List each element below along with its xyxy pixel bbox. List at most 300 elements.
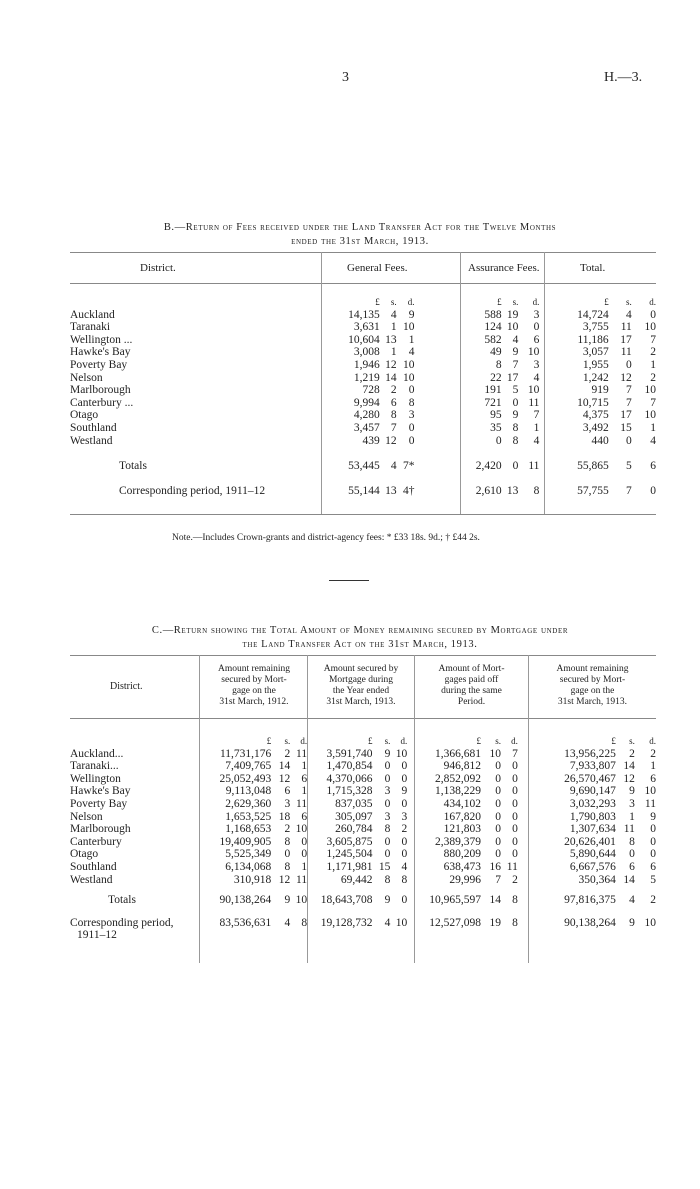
assurance-fees-shillings: 8 (512, 421, 519, 434)
table-b-title-line2: ended the 31st March, 1913. (291, 236, 429, 247)
table-row (70, 760, 656, 773)
general-fees-shillings: 2 (390, 384, 397, 397)
totals-row-label: Totals (119, 459, 147, 472)
paid-off-shillings: 0 (495, 848, 502, 861)
paid-off-pence: 0 (512, 797, 518, 810)
unit-shillings: s. (512, 297, 519, 307)
unit-pence: d. (400, 736, 408, 746)
col1-line: Amount remaining (217, 664, 291, 674)
secured-during-year-pence: 0 (401, 797, 408, 810)
district-name: Southland (70, 860, 117, 873)
general-fees-pence: 10 (402, 321, 415, 334)
assurance-fees-pence: 11 (528, 459, 540, 472)
remaining-1913-pence: 11 (644, 797, 656, 810)
table-row (70, 861, 656, 874)
general-fees-shillings: 12 (385, 434, 397, 447)
remaining-1913-pence: 10 (644, 785, 656, 798)
unit-pence: d. (511, 736, 518, 746)
remaining-1913-pence: 10 (644, 916, 656, 929)
total-fees-shillings: 4 (626, 308, 632, 321)
remaining-1913-shillings: 1 (629, 810, 635, 823)
general-fees-pounds: 14,135 (348, 308, 380, 321)
total-fees-pence: 4 (650, 434, 656, 447)
paid-off-shillings: 10 (489, 747, 502, 760)
total-fees-shillings: 11 (620, 346, 632, 359)
secured-during-year-pounds: 3,591,740 (326, 747, 373, 760)
assurance-fees-pounds: 22 (490, 371, 502, 384)
general-fees-pounds: 4,280 (353, 409, 380, 422)
general-fees-pounds: 1,946 (353, 358, 380, 371)
secured-during-year-shillings: 4 (384, 916, 391, 929)
remaining-1913-shillings: 8 (629, 835, 635, 848)
remaining-1912-pence: 11 (296, 797, 308, 810)
general-fees-pounds: 9,994 (353, 396, 380, 409)
remaining-1913-pounds: 3,032,293 (569, 797, 616, 810)
remaining-1912-pence: 11 (296, 873, 308, 886)
secured-during-year-shillings: 3 (384, 785, 391, 798)
assurance-fees-shillings: 9 (512, 346, 519, 359)
general-fees-pounds: 3,008 (353, 346, 380, 359)
total-fees-shillings: 7 (626, 396, 632, 409)
district-name: Southland (70, 421, 117, 434)
secured-during-year-pounds: 19,128,732 (320, 916, 373, 929)
paid-off-pence: 8 (512, 894, 518, 907)
general-fees-pounds: 53,445 (348, 459, 380, 472)
assurance-fees-pence: 1 (533, 421, 540, 434)
district-name: Hawke's Bay (70, 785, 131, 798)
unit-shillings: s. (629, 736, 635, 746)
assurance-fees-shillings: 8 (512, 434, 519, 447)
assurance-fees-pence: 11 (528, 396, 540, 409)
assurance-fees-pounds: 191 (484, 384, 502, 397)
total-fees-pence: 10 (644, 409, 656, 422)
secured-during-year-pounds: 1,715,328 (326, 785, 373, 798)
total-fees-pounds: 3,492 (582, 421, 609, 434)
document-code: H.—3. (604, 70, 643, 85)
general-fees-shillings: 1 (390, 346, 397, 359)
table-row (70, 773, 656, 786)
table-b-header-district: District. (140, 262, 176, 274)
assurance-fees-pence: 10 (527, 384, 540, 397)
assurance-fees-pence: 3 (533, 358, 540, 371)
col4-line: 31st March, 1913. (557, 697, 628, 707)
unit-shillings: s. (626, 297, 632, 307)
assurance-fees-shillings: 13 (506, 484, 519, 497)
table-b (70, 296, 656, 498)
total-fees-shillings: 7 (626, 484, 632, 497)
paid-off-pounds: 638,473 (443, 860, 481, 873)
general-fees-pounds: 10,604 (348, 333, 380, 346)
general-fees-pence: 4† (402, 484, 415, 497)
unit-pounds: £ (604, 297, 609, 307)
unit-pounds: £ (611, 736, 616, 746)
table-c-header-district: District. (110, 681, 143, 692)
secured-during-year-pounds: 18,643,708 (320, 894, 373, 907)
general-fees-pence: 10 (402, 358, 415, 371)
secured-during-year-pence: 10 (395, 747, 408, 760)
table-row (70, 334, 656, 347)
remaining-1912-pounds: 310,918 (233, 873, 272, 886)
remaining-1913-pounds: 1,790,803 (569, 810, 616, 823)
col4-line: Amount remaining (556, 664, 629, 674)
total-fees-shillings: 5 (626, 459, 632, 472)
general-fees-pounds: 1,219 (353, 371, 380, 384)
remaining-1913-pence: 6 (650, 860, 656, 873)
remaining-1912-shillings: 3 (284, 797, 291, 810)
district-name: Hawke's Bay (70, 346, 131, 359)
total-fees-pence: 1 (650, 421, 656, 434)
remaining-1912-pence: 8 (301, 916, 308, 929)
assurance-fees-pence: 4 (533, 371, 540, 384)
secured-during-year-shillings: 9 (384, 894, 391, 907)
total-fees-pence: 7 (650, 396, 656, 409)
remaining-1913-shillings: 9 (629, 785, 635, 798)
secured-during-year-pounds: 260,784 (335, 823, 373, 836)
secured-during-year-pounds: 4,370,066 (326, 772, 373, 785)
table-row (70, 785, 656, 798)
remaining-1912-pounds: 6,134,068 (225, 860, 272, 873)
table-row (70, 346, 656, 359)
total-fees-pounds: 3,057 (582, 346, 609, 359)
remaining-1913-pounds: 7,933,807 (569, 760, 616, 773)
remaining-1912-shillings: 18 (278, 810, 291, 823)
assurance-fees-pence: 4 (533, 434, 540, 447)
district-name: Auckland... (70, 747, 124, 760)
unit-pence: d. (649, 736, 656, 746)
remaining-1912-pence: 11 (296, 747, 308, 760)
secured-during-year-shillings: 9 (384, 747, 391, 760)
paid-off-pence: 0 (512, 772, 518, 785)
remaining-1912-pounds: 11,731,176 (219, 747, 272, 760)
remaining-1913-pounds: 90,138,264 (564, 916, 616, 929)
total-fees-shillings: 0 (626, 434, 632, 447)
total-fees-pounds: 11,186 (577, 333, 609, 346)
spacer-row (70, 472, 656, 485)
general-fees-pounds: 3,631 (353, 321, 380, 334)
totals-row (70, 460, 656, 473)
remaining-1913-pence: 5 (650, 873, 656, 886)
table-c-header-col4 (529, 664, 656, 708)
assurance-fees-shillings: 9 (512, 409, 519, 422)
paid-off-pence: 2 (512, 873, 518, 886)
units-row (70, 735, 656, 748)
table-row (70, 372, 656, 385)
assurance-fees-pounds: 588 (484, 308, 502, 321)
table-c-title-line2: the Land Transfer Act on the 31st March, 1913. (242, 639, 478, 650)
secured-during-year-pounds: 3,605,875 (326, 835, 373, 848)
secured-during-year-pence: 8 (401, 873, 408, 886)
unit-pence: d. (532, 297, 540, 307)
remaining-1913-shillings: 2 (629, 747, 635, 760)
remaining-1912-shillings: 4 (284, 916, 291, 929)
table-b-header-general: General Fees. (347, 262, 408, 274)
total-fees-shillings: 12 (620, 371, 632, 384)
table-row (70, 409, 656, 422)
corresponding-row-label: Corresponding period, (70, 916, 174, 929)
remaining-1913-shillings: 9 (629, 916, 635, 929)
paid-off-pence: 7 (512, 747, 518, 760)
assurance-fees-pence: 3 (533, 308, 540, 321)
general-fees-shillings: 4 (390, 459, 397, 472)
secured-during-year-pence: 9 (401, 785, 408, 798)
secured-during-year-shillings: 0 (384, 797, 391, 810)
total-fees-pence: 1 (650, 358, 656, 371)
district-name: Westland (70, 873, 113, 886)
remaining-1913-pounds: 13,956,225 (564, 747, 616, 760)
secured-during-year-pence: 0 (401, 835, 408, 848)
remaining-1912-shillings: 12 (278, 772, 291, 785)
secured-during-year-shillings: 0 (384, 835, 391, 848)
total-fees-pounds: 14,724 (577, 308, 609, 321)
assurance-fees-pounds: 2,610 (475, 484, 502, 497)
paid-off-pounds: 946,812 (443, 760, 481, 773)
paid-off-pounds: 1,138,229 (435, 785, 481, 798)
spacer-row (70, 907, 656, 917)
spacer-row (70, 886, 656, 894)
col4-line: secured by Mort- (559, 675, 626, 685)
secured-during-year-shillings: 0 (384, 772, 391, 785)
secured-during-year-pence: 0 (401, 772, 408, 785)
paid-off-shillings: 0 (495, 760, 502, 773)
total-fees-pence: 10 (644, 321, 656, 334)
secured-during-year-shillings: 0 (384, 760, 391, 773)
assurance-fees-shillings: 19 (506, 308, 519, 321)
assurance-fees-pence: 0 (533, 321, 540, 334)
col2-line: Mortgage during (328, 675, 394, 685)
secured-during-year-pounds: 305,097 (335, 810, 373, 823)
assurance-fees-pence: 7 (533, 409, 540, 422)
total-fees-shillings: 17 (620, 333, 632, 346)
secured-during-year-shillings: 3 (384, 810, 391, 823)
total-fees-shillings: 17 (620, 409, 632, 422)
remaining-1912-shillings: 8 (284, 860, 291, 873)
spacer-row (70, 447, 656, 460)
district-name: Wellington (70, 772, 121, 785)
col1-line: secured by Mort- (221, 675, 287, 685)
total-fees-pounds: 10,715 (577, 396, 609, 409)
secured-during-year-pounds: 1,171,981 (326, 860, 373, 873)
general-fees-shillings: 14 (385, 371, 397, 384)
col3-line: gages paid off (444, 675, 499, 685)
remaining-1913-pence: 2 (650, 747, 656, 760)
assurance-fees-pounds: 582 (484, 333, 502, 346)
district-name: Marlborough (70, 384, 131, 397)
remaining-1912-shillings: 2 (284, 823, 291, 836)
remaining-1912-pence: 1 (301, 785, 308, 798)
paid-off-pounds: 2,852,092 (435, 772, 481, 785)
table-b-header-assurance: Assurance Fees. (468, 262, 540, 274)
general-fees-shillings: 1 (390, 321, 397, 334)
paid-off-pence: 0 (512, 848, 518, 861)
paid-off-shillings: 0 (495, 835, 502, 848)
remaining-1913-shillings: 14 (623, 873, 635, 886)
remaining-1913-pounds: 1,307,634 (569, 823, 616, 836)
remaining-1913-pounds: 350,364 (578, 873, 616, 886)
paid-off-shillings: 0 (495, 785, 502, 798)
paid-off-shillings: 19 (489, 916, 502, 929)
secured-during-year-shillings: 15 (378, 860, 391, 873)
assurance-fees-shillings: 7 (512, 358, 519, 371)
col2-line: Amount secured by (323, 664, 399, 674)
paid-off-pence: 0 (512, 823, 518, 836)
total-fees-shillings: 11 (620, 321, 632, 334)
remaining-1913-pounds: 6,667,576 (569, 860, 616, 873)
total-fees-pence: 2 (650, 371, 656, 384)
remaining-1912-pence: 6 (301, 810, 308, 823)
paid-off-shillings: 0 (495, 810, 502, 823)
paid-off-pounds: 10,965,597 (429, 894, 481, 907)
general-fees-pounds: 439 (362, 434, 380, 447)
general-fees-pence: 3 (408, 409, 415, 422)
col3-line: Period. (457, 697, 486, 707)
assurance-fees-pounds: 721 (484, 396, 502, 409)
spacer-cell (70, 886, 656, 894)
remaining-1912-shillings: 12 (278, 873, 291, 886)
general-fees-pence: 1 (408, 333, 415, 346)
corresponding-row-cont (70, 929, 656, 942)
unit-pounds: £ (266, 736, 272, 746)
district-name: Taranaki (70, 321, 111, 334)
remaining-1912-pounds: 90,138,264 (219, 894, 272, 907)
corresponding-row-label: Corresponding period, 1911–12 (119, 484, 266, 497)
remaining-1913-shillings: 0 (629, 848, 635, 861)
spacer-cell (70, 447, 656, 460)
remaining-1912-shillings: 9 (284, 894, 291, 907)
general-fees-pounds: 55,144 (348, 484, 380, 497)
page-number: 3 (342, 70, 349, 85)
remaining-1912-shillings: 0 (284, 848, 291, 861)
spacer-cell (70, 907, 656, 917)
col2-line: the Year ended (332, 686, 390, 696)
paid-off-pounds: 434,102 (443, 797, 481, 810)
general-fees-pence: 0 (408, 434, 415, 447)
remaining-1913-pounds: 20,626,401 (564, 835, 616, 848)
assurance-fees-shillings: 5 (512, 384, 519, 397)
table-row (70, 384, 656, 397)
district-name: Nelson (70, 371, 103, 384)
totals-row-label: Totals (108, 894, 136, 907)
table-c-header-col2 (308, 664, 414, 708)
secured-during-year-pence: 2 (401, 823, 408, 836)
general-fees-pence: 0 (408, 384, 415, 397)
general-fees-pence: 10 (402, 371, 415, 384)
totals-row (70, 894, 656, 907)
secured-during-year-pence: 0 (401, 848, 408, 861)
assurance-fees-pounds: 0 (495, 434, 502, 447)
spacer-cell (70, 472, 656, 485)
table-b-header-total: Total. (580, 262, 606, 274)
remaining-1912-pounds: 83,536,631 (219, 916, 272, 929)
table-c-header-col1 (201, 664, 307, 708)
general-fees-shillings: 13 (385, 484, 397, 497)
remaining-1912-pence: 0 (301, 835, 308, 848)
remaining-1913-pounds: 26,570,467 (564, 772, 616, 785)
district-name: Nelson (70, 810, 103, 823)
total-fees-pence: 6 (650, 459, 656, 472)
district-name: Canterbury (70, 835, 122, 848)
corresponding-row (70, 485, 656, 498)
col1-line: 31st March, 1912. (219, 697, 289, 707)
remaining-1913-pence: 6 (650, 772, 656, 785)
assurance-fees-shillings: 10 (506, 321, 519, 334)
paid-off-pounds: 1,366,681 (435, 747, 481, 760)
total-fees-pence: 0 (650, 308, 656, 321)
district-name: Poverty Bay (70, 358, 128, 371)
table-row (70, 748, 656, 761)
table-row (70, 798, 656, 811)
secured-during-year-shillings: 0 (384, 848, 391, 861)
assurance-fees-shillings: 0 (512, 396, 519, 409)
general-fees-shillings: 12 (385, 358, 397, 371)
table-b-title-line1: B.—Return of Fees received under the Land Transfer Act for the Twelve Months (163, 222, 557, 233)
table-row (70, 321, 656, 334)
table-row (70, 435, 656, 448)
assurance-fees-pence: 8 (533, 484, 540, 497)
assurance-fees-pounds: 124 (484, 321, 502, 334)
assurance-fees-shillings: 4 (512, 333, 519, 346)
remaining-1912-pounds: 1,653,525 (225, 810, 272, 823)
remaining-1912-pounds: 9,113,048 (225, 785, 272, 798)
remaining-1912-shillings: 14 (278, 760, 291, 773)
paid-off-pence: 8 (512, 916, 518, 929)
remaining-1912-shillings: 8 (284, 835, 291, 848)
paid-off-pence: 11 (506, 860, 518, 873)
secured-during-year-pounds: 1,245,504 (326, 848, 373, 861)
general-fees-shillings: 6 (390, 396, 397, 409)
table-c-title-line1: C.—Return showing the Total Amount of Money remaining secured by Mortgage under (151, 625, 569, 636)
assurance-fees-pounds: 8 (495, 358, 502, 371)
table-row (70, 874, 656, 887)
units-row (70, 296, 656, 309)
paid-off-shillings: 0 (495, 797, 502, 810)
table-row (70, 359, 656, 372)
total-fees-pence: 0 (650, 484, 656, 497)
total-fees-shillings: 7 (626, 384, 632, 397)
unit-pence: d. (649, 297, 656, 307)
remaining-1913-pence: 0 (650, 823, 656, 836)
remaining-1913-pence: 0 (650, 835, 656, 848)
total-fees-shillings: 0 (626, 358, 632, 371)
secured-during-year-pence: 10 (395, 916, 408, 929)
col3-line: during the same (441, 686, 502, 696)
total-fees-pounds: 919 (591, 384, 609, 397)
table-row (70, 397, 656, 410)
paid-off-pence: 0 (512, 810, 518, 823)
assurance-fees-pounds: 35 (490, 421, 502, 434)
unit-pounds: £ (497, 297, 502, 307)
table-row (70, 811, 656, 824)
empty-cell (70, 735, 206, 748)
total-fees-pence: 7 (650, 333, 656, 346)
paid-off-shillings: 7 (495, 873, 502, 886)
secured-during-year-pounds: 1,470,854 (326, 760, 373, 773)
total-fees-shillings: 15 (620, 421, 632, 434)
remaining-1912-pounds: 1,168,653 (225, 823, 272, 836)
general-fees-shillings: 13 (385, 333, 397, 346)
remaining-1912-pounds: 7,409,765 (225, 760, 272, 773)
table-row (70, 422, 656, 435)
assurance-fees-pence: 10 (527, 346, 540, 359)
table-c-title (70, 624, 650, 652)
corresponding-row (70, 917, 656, 930)
total-fees-pounds: 1,242 (582, 371, 609, 384)
district-name: Marlborough (70, 823, 131, 836)
empty-cell (70, 296, 334, 309)
paid-off-pence: 0 (512, 835, 518, 848)
total-fees-pence: 10 (644, 384, 656, 397)
general-fees-pence: 7* (402, 459, 415, 472)
col2-line: 31st March, 1913. (326, 697, 396, 707)
